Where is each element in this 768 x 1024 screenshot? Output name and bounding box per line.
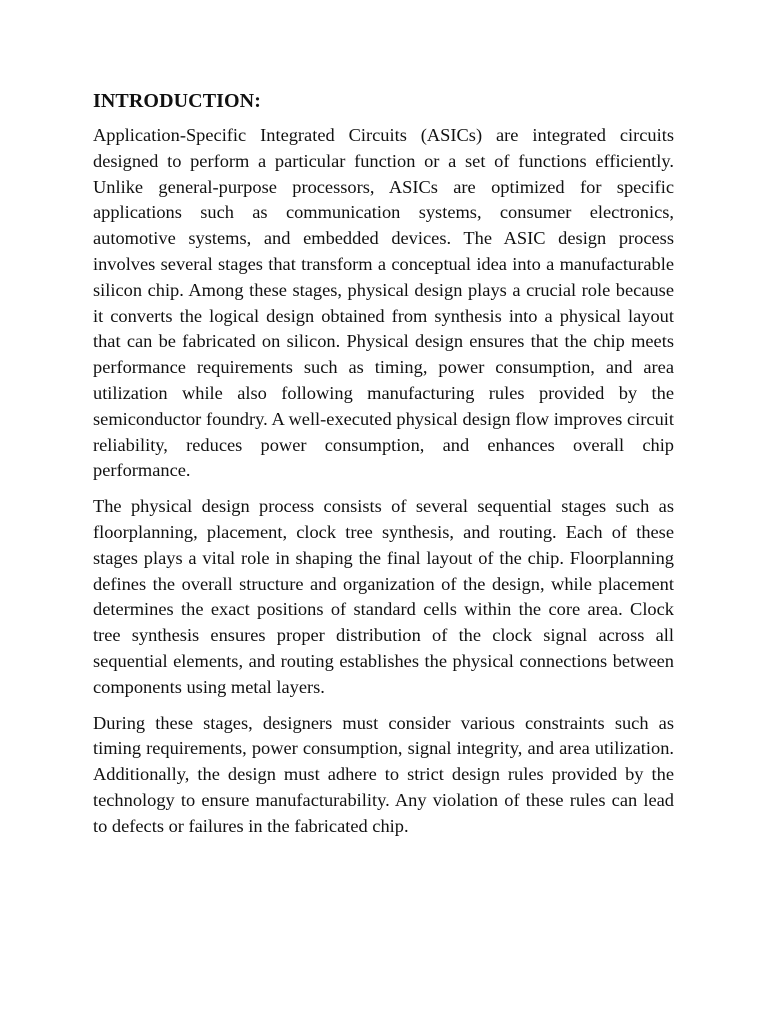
paragraph-design-constraints: During these stages, designers must consider various constraints such as timing requirements, power consumption, signal integrity, and area utilization. Additionally, the design must adhere to strict design rules provided by the technology to ensure manufacturability. Any violation of these rules can lead to defects or failures in the fabricated chip. (93, 712, 674, 836)
section-heading: INTRODUCTION: (93, 90, 261, 112)
document-body (93, 86, 674, 850)
paragraph-asic-overview: Application-Specific Integrated Circuits (ASICs) are integrated circuits designed to perform a particular function or a set of functions efficiently. Unlike general-purpose processors, ASICs are optimized for specific applications such as communication systems, consumer electronics, automotive systems, and embedded devices. The ASIC design process involves several stages that transform a conceptual idea into a manufacturable silicon chip. Among these stages, physical design plays a crucial role because it converts the logical design obtained from synthesis into a physical layout that can be fabricated on silicon. Physical design ensures that the chip meets performance requirements such as timing, power consumption, and area utilization while also following manufacturing rules provided by the semiconductor foundry. A well-executed physical design flow improves circuit reliability, reduces power consumption, and enhances overall chip performance. (93, 125, 674, 481)
paragraph-design-stages: The physical design process consists of several sequential stages such as floorplanning, placement, clock tree synthesis, and routing. Each of these stages plays a vital role in shaping the final layout of the chip. Floorplanning defines the overall structure and organization of the design, while placement determines the exact positions of standard cells within the core area. Clock tree synthesis ensures proper distribution of the clock signal across all sequential elements, and routing establishes the physical connections between components using metal layers. (93, 496, 674, 697)
